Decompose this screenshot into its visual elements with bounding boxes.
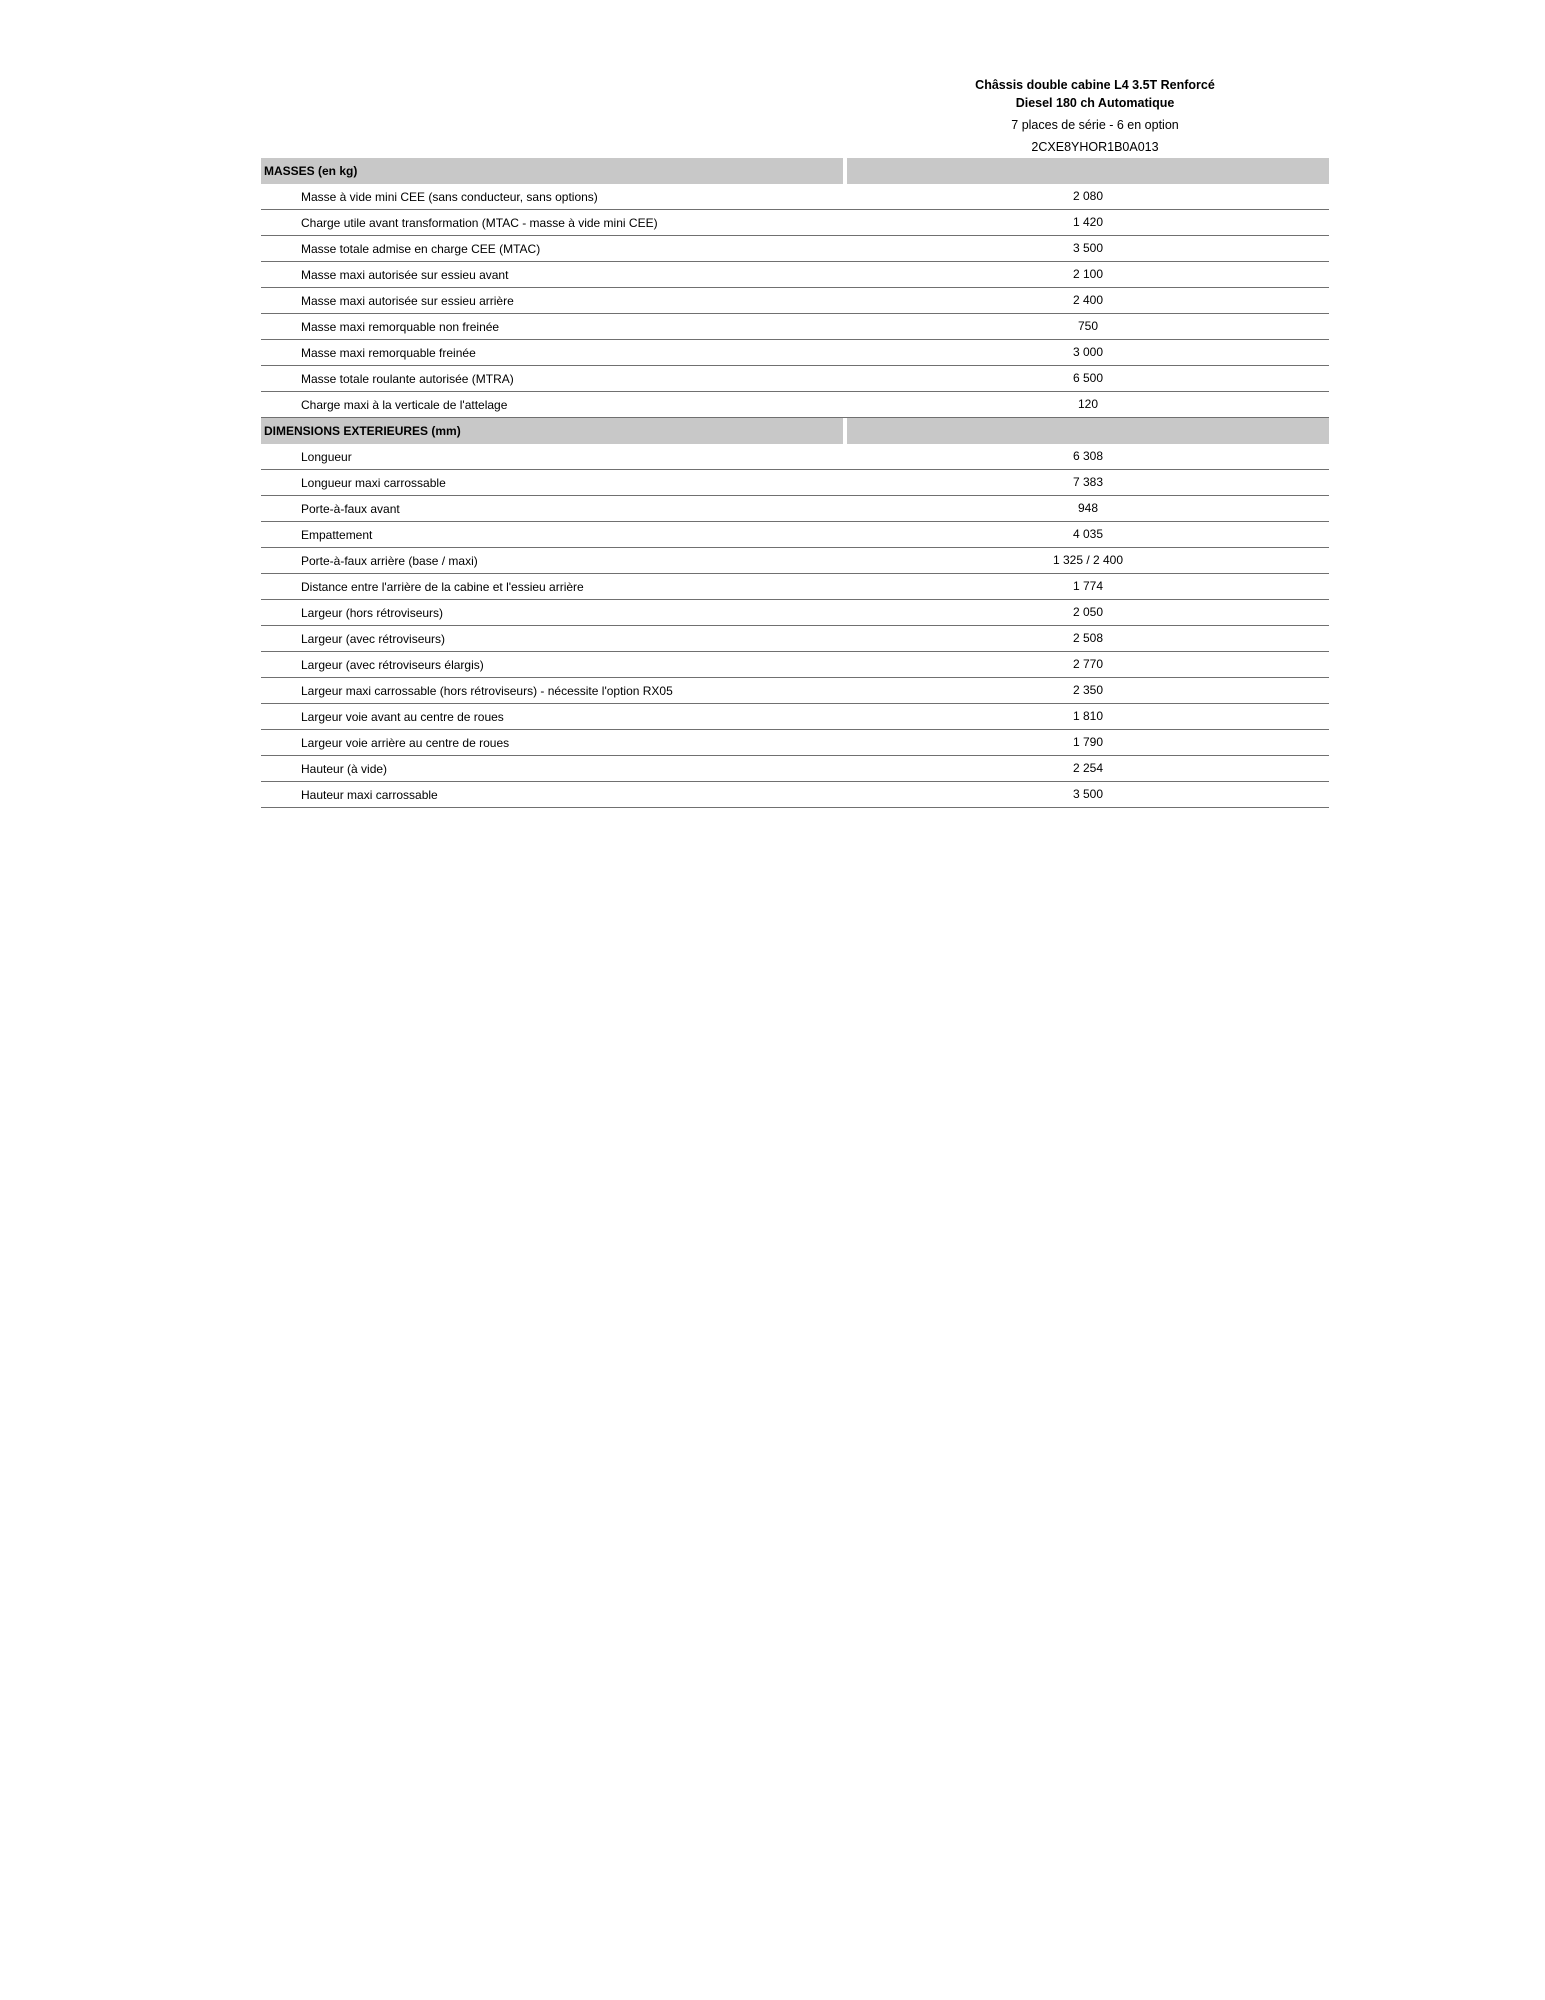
row-label: Largeur (avec rétroviseurs élargis) xyxy=(301,658,484,672)
table-row xyxy=(261,574,1329,600)
table-row xyxy=(261,652,1329,678)
table-row xyxy=(261,262,1329,288)
row-label: Porte-à-faux arrière (base / maxi) xyxy=(301,554,478,568)
row-value: 1 325 / 2 400 xyxy=(1052,553,1124,567)
table-row xyxy=(261,340,1329,366)
vehicle-header xyxy=(845,76,1345,156)
row-value: 6 308 xyxy=(1072,449,1104,463)
section-title: DIMENSIONS EXTERIEURES (mm) xyxy=(264,424,461,438)
row-label: Porte-à-faux avant xyxy=(301,502,400,516)
row-value: 2 350 xyxy=(1072,683,1104,697)
table-row xyxy=(261,496,1329,522)
row-label: Charge utile avant transformation (MTAC - masse à vide mini CEE) xyxy=(301,216,658,230)
row-value: 2 508 xyxy=(1072,631,1104,645)
table-row xyxy=(261,548,1329,574)
row-label: Largeur voie arrière au centre de roues xyxy=(301,736,510,750)
row-label: Largeur (hors rétroviseurs) xyxy=(301,606,444,620)
section-header xyxy=(261,418,1329,444)
table-row xyxy=(261,730,1329,756)
table-row xyxy=(261,626,1329,652)
vehicle-title-line2: Diesel 180 ch Automatique xyxy=(1015,96,1175,110)
section-value-cell xyxy=(847,158,1329,184)
vehicle-title-line1: Châssis double cabine L4 3.5T Renforcé xyxy=(975,78,1215,92)
row-value: 1 420 xyxy=(1072,215,1104,229)
table-row xyxy=(261,444,1329,470)
table-row xyxy=(261,184,1329,210)
row-value: 6 500 xyxy=(1072,371,1104,385)
row-value: 2 080 xyxy=(1072,189,1104,203)
section-title: MASSES (en kg) xyxy=(264,164,358,178)
vehicle-code: 2CXE8YHOR1B0A013 xyxy=(1031,140,1159,154)
row-value: 948 xyxy=(1077,501,1099,515)
table-row xyxy=(261,782,1329,808)
table-row xyxy=(261,236,1329,262)
row-value: 2 254 xyxy=(1072,761,1104,775)
table-row xyxy=(261,210,1329,236)
row-label: Masse totale roulante autorisée (MTRA) xyxy=(301,372,514,386)
row-value: 3 500 xyxy=(1072,787,1104,801)
row-label: Masse maxi remorquable freinée xyxy=(301,346,476,360)
row-label: Empattement xyxy=(301,528,373,542)
row-label: Longueur maxi carrossable xyxy=(301,476,446,490)
table-row xyxy=(261,470,1329,496)
row-label: Masse maxi remorquable non freinée xyxy=(301,320,500,334)
section-value-cell xyxy=(847,418,1329,444)
row-label: Distance entre l'arrière de la cabine et l'essieu arrière xyxy=(301,580,584,594)
row-value: 7 383 xyxy=(1072,475,1104,489)
row-value: 2 400 xyxy=(1072,293,1104,307)
specifications-table xyxy=(261,158,1329,808)
row-value: 120 xyxy=(1077,397,1099,411)
table-row xyxy=(261,392,1329,418)
row-value: 2 100 xyxy=(1072,267,1104,281)
row-value: 2 770 xyxy=(1072,657,1104,671)
table-row xyxy=(261,522,1329,548)
row-label: Largeur voie avant au centre de roues xyxy=(301,710,504,724)
row-label: Masse totale admise en charge CEE (MTAC) xyxy=(301,242,541,256)
table-row xyxy=(261,756,1329,782)
row-label: Hauteur (à vide) xyxy=(301,762,388,776)
table-row xyxy=(261,600,1329,626)
row-label: Charge maxi à la verticale de l'attelage xyxy=(301,398,508,412)
row-label: Largeur (avec rétroviseurs) xyxy=(301,632,446,646)
section-header xyxy=(261,158,1329,184)
row-value: 2 050 xyxy=(1072,605,1104,619)
row-value: 3 500 xyxy=(1072,241,1104,255)
row-label: Masse maxi autorisée sur essieu avant xyxy=(301,268,509,282)
row-label: Longueur xyxy=(301,450,352,464)
row-value: 1 810 xyxy=(1072,709,1104,723)
table-row xyxy=(261,288,1329,314)
table-row xyxy=(261,314,1329,340)
row-value: 3 000 xyxy=(1072,345,1104,359)
row-label: Masse maxi autorisée sur essieu arrière xyxy=(301,294,514,308)
table-row xyxy=(261,366,1329,392)
row-value: 1 774 xyxy=(1072,579,1104,593)
table-row xyxy=(261,704,1329,730)
vehicle-places: 7 places de série - 6 en option xyxy=(1011,118,1179,132)
row-value: 1 790 xyxy=(1072,735,1104,749)
row-label: Masse à vide mini CEE (sans conducteur, sans options) xyxy=(301,190,598,204)
row-value: 750 xyxy=(1077,319,1099,333)
table-row xyxy=(261,678,1329,704)
row-value: 4 035 xyxy=(1072,527,1104,541)
row-label: Largeur maxi carrossable (hors rétroviseurs) - nécessite l'option RX05 xyxy=(301,684,673,698)
row-label: Hauteur maxi carrossable xyxy=(301,788,438,802)
